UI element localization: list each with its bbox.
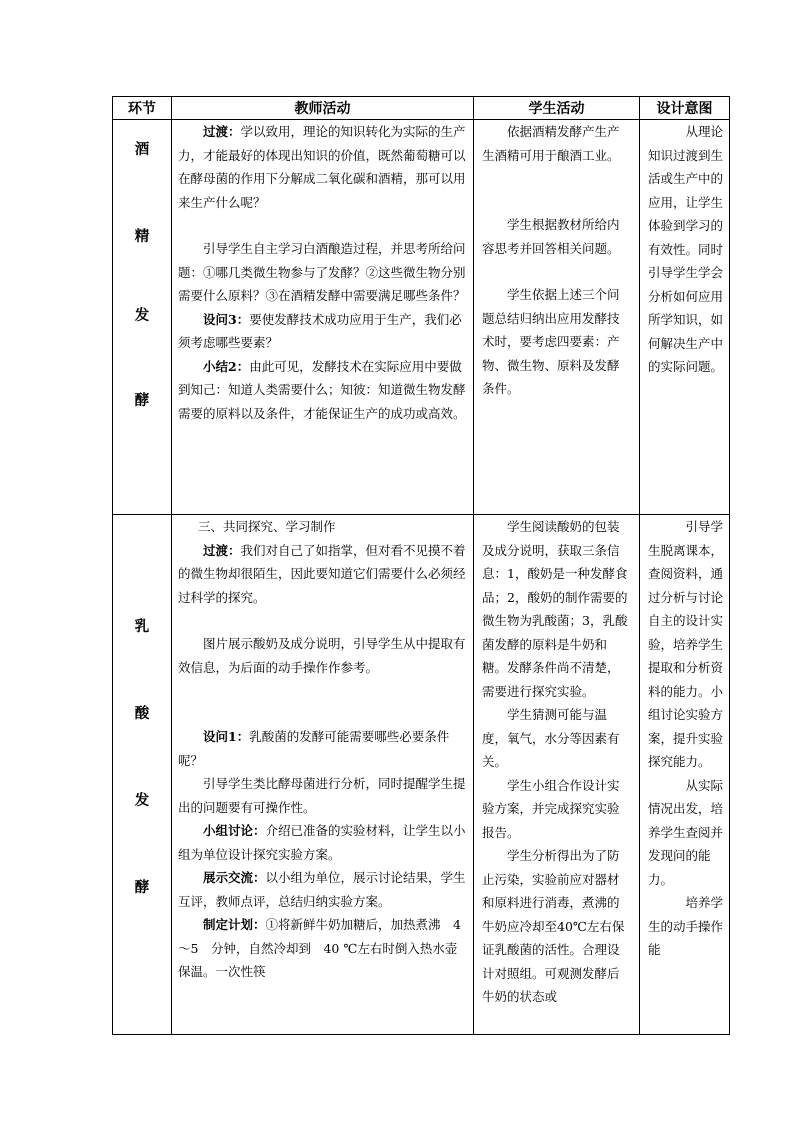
student-activity-alcohol	[474, 120, 640, 515]
student-paragraph: 学生猜测可能与温度，氧气，水分等因素有关。	[482, 707, 620, 769]
header-design: 设计意图	[640, 97, 730, 120]
stage-char: 酒	[134, 142, 150, 158]
stage-char: 发	[134, 793, 150, 809]
stage-char: 酵	[134, 880, 150, 896]
stage-label-alcohol	[113, 120, 172, 515]
teacher-paragraph: 展示交流：以小组为单位，展示讨论结果，学生互评，教师点评，总结归纳实验方案。	[178, 870, 466, 909]
section-alcohol-row	[113, 120, 730, 515]
student-paragraph: 学生小组合作设计实验方案，并完成探究实验报告。	[482, 777, 620, 840]
teacher-paragraph: 引导学生自主学习白酒酿造过程，并思考所给问题：①哪几类微生物参与了发酵？②这些微生物分别需要什么原料？③在酒精发酵中需要满足哪些条件？	[178, 241, 466, 303]
design-paragraph: 培养学生的动手操作能	[648, 895, 724, 957]
student-paragraph: 依据酒精发酵产生产生酒精可用于酿酒工业。	[482, 124, 620, 163]
teacher-paragraph: 引导学生类比酵母菌进行分析，同时提醒学生提出的问题要有可操作性。	[178, 776, 466, 815]
stage-char: 乳	[134, 619, 150, 635]
design-intent-alcohol	[640, 120, 730, 515]
stage-label-lactic	[113, 515, 172, 1035]
teacher-paragraph: 小结2：由此可见，发酵技术在实际应用中要做到知己：知道人类需要什么；知彼：知道微生物发酵需要的原料以及条件，才能保证生产的成功或高效。	[178, 358, 466, 421]
design-paragraph: 从理论知识过渡到生活或生产中的应用，让学生体验到学习的有效性。同时引导学生学会分析如何应用所学知识，如何解决生产中的实际问题。	[648, 124, 724, 374]
teacher-paragraph: 图片展示酸奶及成分说明，引导学生从中提取有效信息，为后面的动手操作作参考。	[178, 636, 466, 675]
student-paragraph: 学生依据上述三个问题总结归纳出应用发酵技术时，要考虑四要素：产物、微生物、原料及发酵条件。	[482, 287, 620, 396]
teacher-paragraph: 小组讨论：介绍已准备的实验材料，让学生以小组为单位设计探究实验方案。	[178, 823, 466, 862]
design-intent-lactic	[640, 515, 730, 1035]
design-paragraph: 引导学生脱离课本，查阅资料，通过分析与讨论自主的设计实验，培养学生提取和分析资料的能力。小组讨论实验方案，提升实验探究能力。	[648, 519, 724, 769]
stage-char: 发	[134, 308, 150, 324]
teacher-paragraph: 设问1：乳酸菌的发酵可能需要哪些必要条件呢？	[178, 729, 450, 768]
teacher-paragraph: 设问3：要使发酵技术成功应用于生产，我们必须考虑哪些要素？	[178, 311, 462, 350]
header-row	[113, 97, 730, 120]
teacher-activity-alcohol	[172, 120, 474, 515]
stage-char: 酸	[134, 706, 150, 722]
teacher-paragraph: 制定计划：①将新鲜牛奶加糖后，加热煮沸 4～5 分钟，自然冷却到 40 ℃左右时倒入热水壶保温。一次性筷	[178, 917, 461, 979]
student-paragraph: 学生阅读酸奶的包装及成分说明，获取三条信息：1，酸奶是一种发酵食品；2，酸奶的制作需要的微生物为乳酸菌；3，乳酸菌发酵的原料是牛奶和糖。发酵条件尚不清楚，需要进行探究实验。	[482, 519, 628, 699]
teacher-paragraph: 过渡：学以致用，理论的知识转化为实际的生产力，才能最好的体现出知识的价值，既然葡萄糖可以在酵母菌的作用下分解成二氧化碳和酒精，那可以用来生产什么呢？	[178, 124, 466, 210]
teacher-activity-lactic	[172, 515, 474, 1035]
header-stage: 环节	[113, 97, 172, 120]
student-paragraph: 学生根据教材所给内容思考并回答相关问题。	[482, 217, 620, 256]
section-heading: 三、共同探究、学习制作	[198, 519, 336, 534]
header-student: 学生活动	[474, 97, 640, 120]
section-lactic-row	[113, 515, 730, 1035]
student-paragraph: 学生分析得出为了防止污染，实验前应对器材和原料进行消毒，煮沸的牛奶应冷却至40℃左右保证乳酸菌的活性。合理设计对照组。可观测发酵后牛奶的状态或	[482, 848, 625, 1004]
header-teacher: 教师活动	[172, 97, 474, 120]
lesson-plan-table	[112, 96, 730, 1035]
teacher-paragraph: 过渡：我们对自己了如指掌，但对看不见摸不着的微生物却很陌生，因此要知道它们需要什么必须经过科学的探究。	[178, 542, 466, 605]
stage-char: 精	[134, 229, 150, 245]
design-paragraph: 从实际情况出发，培养学生查阅并发现问的能力。	[648, 777, 724, 887]
stage-char: 酵	[134, 393, 150, 409]
student-activity-lactic	[474, 515, 640, 1035]
